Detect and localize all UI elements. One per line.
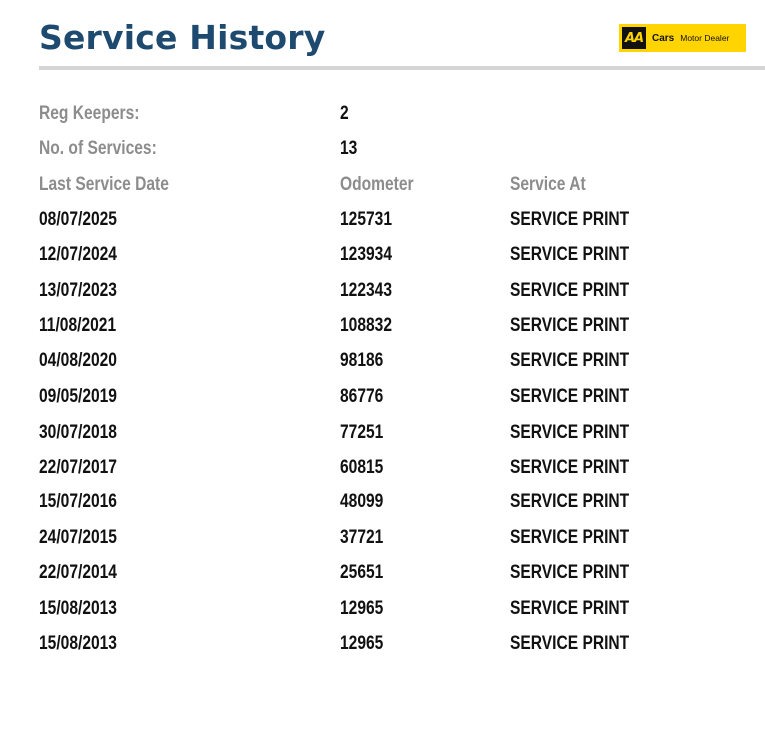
odometer-reading: 122343	[340, 280, 392, 301]
table-row	[0, 561, 765, 585]
odometer-reading: 60815	[340, 457, 384, 478]
table-row	[0, 597, 765, 621]
reg-keepers-label: Reg Keepers:	[39, 103, 140, 124]
odometer-reading: 12965	[340, 633, 384, 654]
services-count-row	[0, 137, 765, 161]
service-date: 15/08/2013	[39, 598, 117, 619]
page-title: Service History	[39, 18, 326, 57]
service-location: SERVICE PRINT	[510, 350, 630, 371]
service-date: 15/07/2016	[39, 491, 117, 512]
service-location: SERVICE PRINT	[510, 527, 630, 548]
column-header-odometer: Odometer	[340, 174, 414, 195]
table-row	[0, 279, 765, 303]
badge-tagline: Motor Dealer	[680, 33, 730, 43]
service-location: SERVICE PRINT	[510, 280, 630, 301]
service-location: SERVICE PRINT	[510, 491, 630, 512]
table-row	[0, 632, 765, 656]
table-row	[0, 421, 765, 445]
service-date: 08/07/2025	[39, 209, 117, 230]
odometer-reading: 37721	[340, 527, 384, 548]
odometer-reading: 86776	[340, 386, 384, 407]
service-location: SERVICE PRINT	[510, 598, 630, 619]
service-date: 15/08/2013	[39, 633, 117, 654]
reg-keepers-value: 2	[340, 103, 349, 124]
service-location: SERVICE PRINT	[510, 386, 630, 407]
service-date: 09/05/2019	[39, 386, 117, 407]
services-count-label: No. of Services:	[39, 138, 157, 159]
odometer-reading: 25651	[340, 562, 384, 583]
aa-cars-motor-dealer-badge	[619, 24, 746, 52]
service-date: 04/08/2020	[39, 350, 117, 371]
odometer-reading: 12965	[340, 598, 384, 619]
table-row	[0, 208, 765, 232]
table-row	[0, 314, 765, 338]
service-date: 22/07/2017	[39, 457, 117, 478]
table-row	[0, 490, 765, 514]
service-location: SERVICE PRINT	[510, 633, 630, 654]
service-location: SERVICE PRINT	[510, 209, 630, 230]
odometer-reading: 123934	[340, 244, 392, 265]
table-row	[0, 385, 765, 409]
badge-brand: Cars	[652, 32, 675, 44]
reg-keepers-row	[0, 102, 765, 126]
service-location: SERVICE PRINT	[510, 244, 630, 265]
service-date: 12/07/2024	[39, 244, 117, 265]
service-date: 13/07/2023	[39, 280, 117, 301]
service-date: 24/07/2015	[39, 527, 117, 548]
service-date: 22/07/2014	[39, 562, 117, 583]
table-row	[0, 526, 765, 550]
column-header-last-service-date: Last Service Date	[39, 174, 169, 195]
odometer-reading: 108832	[340, 315, 392, 336]
odometer-reading: 125731	[340, 209, 392, 230]
odometer-reading: 48099	[340, 491, 384, 512]
service-date: 11/08/2021	[39, 315, 117, 336]
aa-logo-icon: AA	[622, 27, 646, 49]
service-location: SERVICE PRINT	[510, 315, 630, 336]
service-location: SERVICE PRINT	[510, 457, 630, 478]
table-row	[0, 243, 765, 267]
service-date: 30/07/2018	[39, 422, 117, 443]
header-divider	[39, 66, 765, 70]
table-row	[0, 349, 765, 373]
table-row	[0, 456, 765, 480]
service-location: SERVICE PRINT	[510, 422, 630, 443]
odometer-reading: 77251	[340, 422, 384, 443]
service-location: SERVICE PRINT	[510, 562, 630, 583]
services-count-value: 13	[340, 138, 358, 159]
column-header-service-at: Service At	[510, 174, 586, 195]
odometer-reading: 98186	[340, 350, 384, 371]
table-header-row	[0, 173, 765, 197]
